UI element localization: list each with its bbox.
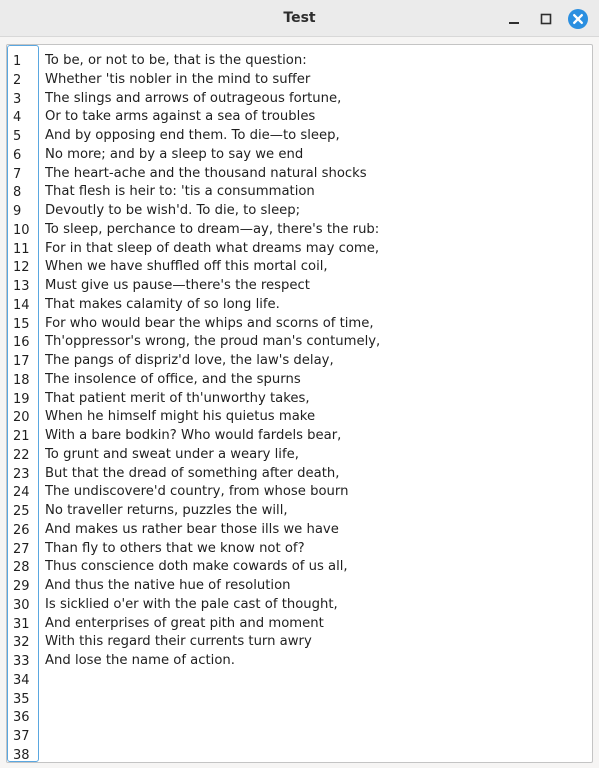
minimize-icon [503, 8, 525, 30]
text-line[interactable]: With this regard their currents turn awry [45, 634, 312, 650]
line-number: 37 [13, 729, 30, 744]
line-number: 33 [13, 654, 30, 669]
line-number: 27 [13, 541, 30, 557]
line-number: 2 [13, 72, 22, 88]
text-line[interactable]: And lose the name of action. [45, 653, 235, 668]
line-number-gutter [7, 45, 39, 762]
text-editor[interactable] [6, 44, 593, 763]
line-number: 29 [13, 579, 30, 594]
text-line[interactable]: That makes calamity of so long life. [45, 296, 280, 312]
line-number: 34 [13, 672, 30, 688]
line-number: 5 [13, 129, 22, 144]
line-number: 9 [13, 204, 22, 219]
text-line[interactable]: Or to take arms against a sea of troubles [45, 109, 316, 125]
line-number: 6 [13, 147, 22, 163]
line-number: 10 [13, 222, 30, 238]
close-button[interactable] [567, 8, 589, 30]
text-line[interactable]: The slings and arrows of outrageous fortune, [45, 90, 342, 106]
text-line[interactable]: Devoutly to be wish'd. To die, to sleep; [45, 203, 301, 218]
text-line[interactable]: And thus the native hue of resolution [45, 578, 291, 593]
line-number: 18 [13, 372, 30, 388]
close-icon [567, 8, 589, 30]
text-line[interactable]: The heart-ache and the thousand natural shocks [45, 165, 367, 181]
line-number-list [8, 53, 38, 762]
line-number: 35 [13, 691, 30, 707]
text-line[interactable]: But that the dread of something after death, [45, 465, 340, 481]
line-number: 36 [13, 710, 30, 726]
maximize-button[interactable] [535, 8, 557, 30]
text-line[interactable]: When he himself might his quietus make [45, 409, 316, 425]
line-number: 15 [13, 316, 30, 332]
text-line[interactable]: Thus conscience doth make cowards of us all, [45, 559, 348, 575]
line-number: 4 [13, 110, 22, 126]
text-line[interactable]: And by opposing end them. To die—to sleep, [45, 128, 340, 143]
text-line[interactable]: That patient merit of th'unworthy takes, [45, 390, 310, 406]
line-number: 38 [13, 747, 30, 762]
text-line[interactable]: Must give us pause—there's the respect [45, 278, 310, 293]
text-line[interactable]: Whether 'tis nobler in the mind to suffer [45, 71, 311, 87]
line-number: 21 [13, 429, 30, 444]
text-line[interactable]: Th'oppressor's wrong, the proud man's contumely, [45, 334, 381, 350]
line-number: 11 [13, 241, 30, 257]
line-number: 8 [13, 185, 22, 201]
line-number: 22 [13, 447, 30, 463]
line-number: 24 [13, 485, 30, 501]
text-line[interactable]: When we have shuffled off this mortal coil, [45, 259, 328, 275]
text-line[interactable]: To be, or not to be, that is the question: [45, 53, 307, 68]
line-number: 12 [13, 260, 30, 276]
text-line[interactable]: Is sicklied o'er with the pale cast of thought, [45, 596, 338, 612]
line-number: 30 [13, 597, 30, 613]
window-content [0, 37, 599, 768]
text-line[interactable]: That flesh is heir to: 'tis a consummation [45, 184, 315, 200]
line-number: 7 [13, 166, 22, 182]
text-line[interactable]: And makes us rather bear those ills we have [45, 521, 339, 537]
window-title: Test [283, 10, 316, 26]
line-number: 26 [13, 522, 30, 538]
text-line[interactable]: No traveller returns, puzzles the will, [45, 503, 288, 518]
line-number: 3 [13, 91, 22, 107]
line-number: 32 [13, 635, 30, 651]
text-line[interactable]: The insolence of office, and the spurns [45, 371, 301, 387]
minimize-button[interactable] [503, 8, 525, 30]
text-line[interactable]: And enterprises of great pith and moment [45, 615, 324, 631]
title-bar[interactable] [0, 0, 599, 37]
text-line[interactable]: For who would bear the whips and scorns of time, [45, 315, 374, 331]
text-line[interactable]: With a bare bodkin? Who would fardels bear, [45, 428, 342, 443]
line-number: 1 [13, 54, 22, 69]
text-line[interactable]: To sleep, perchance to dream—ay, there's the rub: [45, 221, 380, 237]
line-number: 19 [13, 391, 30, 407]
text-line[interactable]: The pangs of dispriz'd love, the law's delay, [45, 353, 334, 368]
line-number: 28 [13, 560, 30, 576]
text-line[interactable]: To grunt and sweat under a weary life, [45, 446, 299, 462]
maximize-icon [535, 8, 557, 30]
line-number: 13 [13, 279, 30, 294]
line-number: 25 [13, 504, 30, 519]
line-number: 17 [13, 354, 30, 369]
line-number: 20 [13, 410, 30, 426]
line-number: 14 [13, 297, 30, 313]
text-line[interactable]: No more; and by a sleep to say we end [45, 146, 304, 162]
line-number: 16 [13, 335, 30, 351]
text-line[interactable]: For in that sleep of death what dreams may come, [45, 240, 380, 256]
text-line[interactable]: Than fly to others that we know not of? [45, 540, 305, 556]
line-number: 23 [13, 466, 30, 482]
text-line[interactable]: The undiscovere'd country, from whose bourn [45, 484, 349, 500]
line-number: 31 [13, 616, 30, 632]
editor-text-area[interactable] [45, 52, 588, 762]
